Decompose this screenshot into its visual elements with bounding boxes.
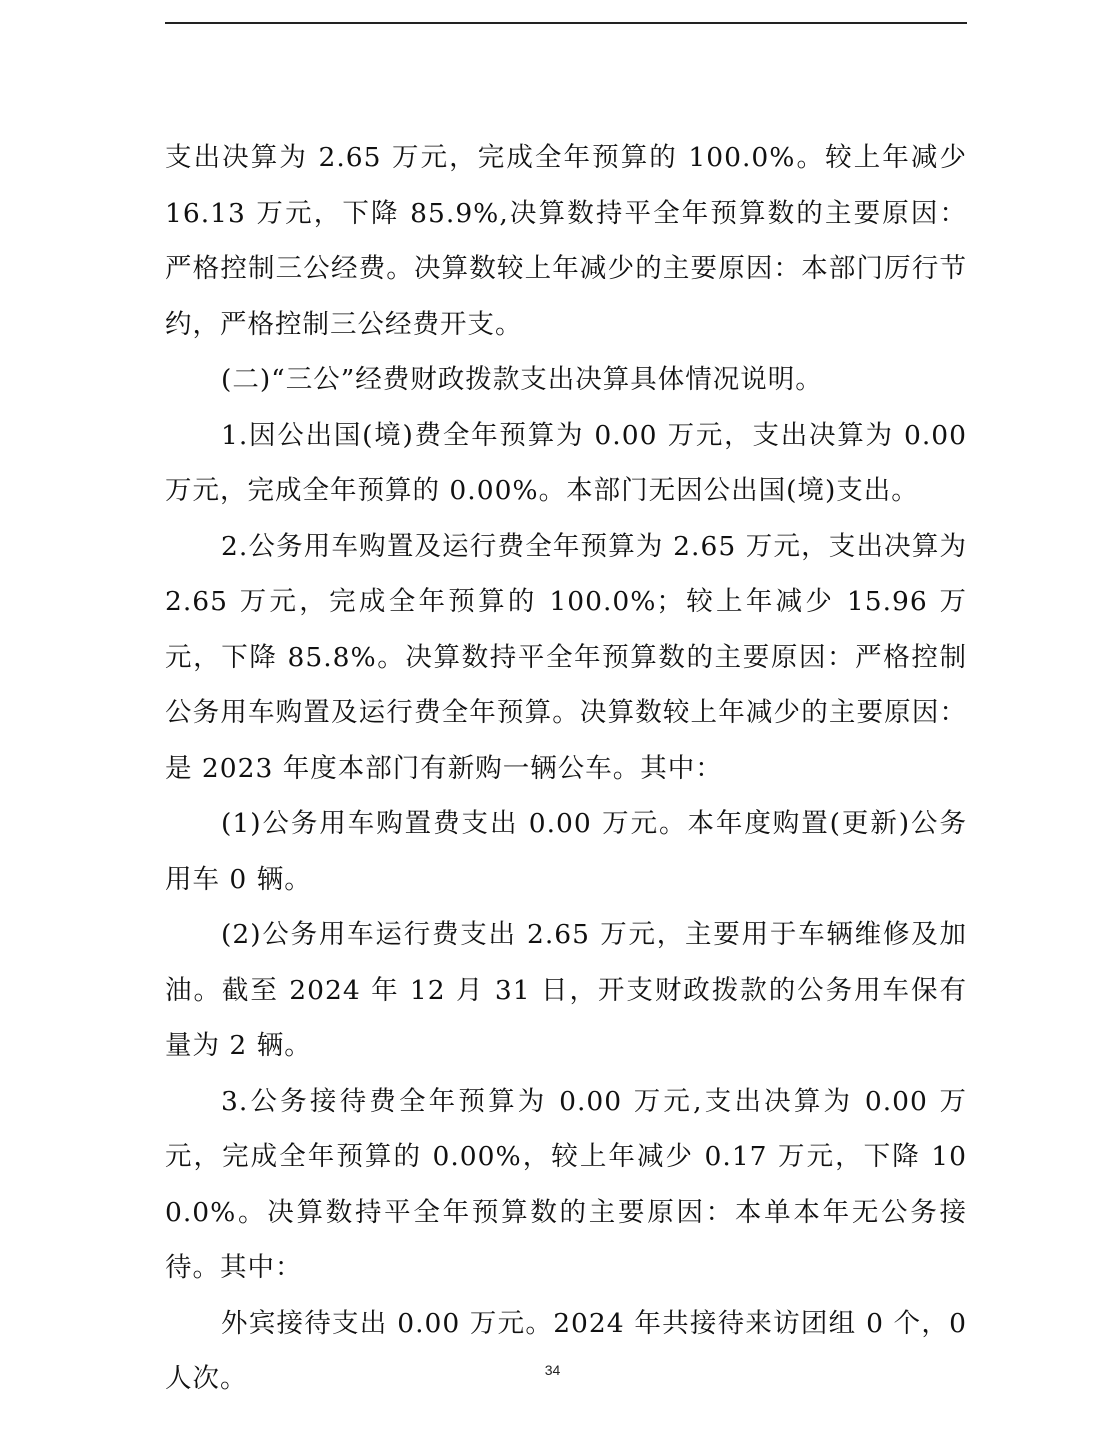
paragraph-vehicle-operation: (2)公务用车运行费支出 2.65 万元，主要用于车辆维修及加油。截至 2024 年 12 月 31 日，开支财政拨款的公务用车保有量为 2 辆。 [165, 919, 967, 1061]
paragraph-vehicle-purchase: (1)公务用车购置费支出 0.00 万元。本年度购置(更新)公务用车 0 辆。 [165, 808, 967, 895]
paragraph-section-heading: (二)“三公”经费财政拨款支出决算具体情况说明。 [221, 364, 823, 395]
paragraph-summary-continuation: 支出决算为 2.65 万元，完成全年预算的 100.0%。较上年减少 16.13 万元，下降 85.9%,决算数持平全年预算数的主要原因：严格控制三公经费。决算数较上年减少的主要原因：本部门厉行节约，严格控制三公经费开支。 [165, 142, 967, 340]
header-rule [165, 22, 967, 24]
paragraph-official-vehicles: 2.公务用车购置及运行费全年预算为 2.65 万元，支出决算为 2.65 万元，完成全年预算的 100.0%；较上年减少 15.96 万元，下降 85.8%。决算数持平全年预算数的主要原因：严格控制公务用车购置及运行费全年预算。决算数较上年减少的主要原因：是 2023 年度本部门有新购一辆公车。其中： [165, 530, 967, 784]
document-body [165, 130, 967, 1407]
paragraph-foreign-guest-reception: 外宾接待支出 0.00 万元。2024 年共接待来访团组 0 个，0 人次。 [165, 1307, 967, 1394]
paragraph-overseas-travel: 1.因公出国(境)费全年预算为 0.00 万元，支出决算为 0.00 万元，完成全年预算的 0.00%。本部门无因公出国(境)支出。 [165, 419, 967, 506]
page-number: 34 [544, 1362, 561, 1378]
paragraph-official-reception: 3.公务接待费全年预算为 0.00 万元,支出决算为 0.00 万元，完成全年预算的 0.00%，较上年减少 0.17 万元，下降 100.0%。决算数持平全年预算数的主要原因：本单本年无公务接待。其中： [165, 1085, 967, 1283]
